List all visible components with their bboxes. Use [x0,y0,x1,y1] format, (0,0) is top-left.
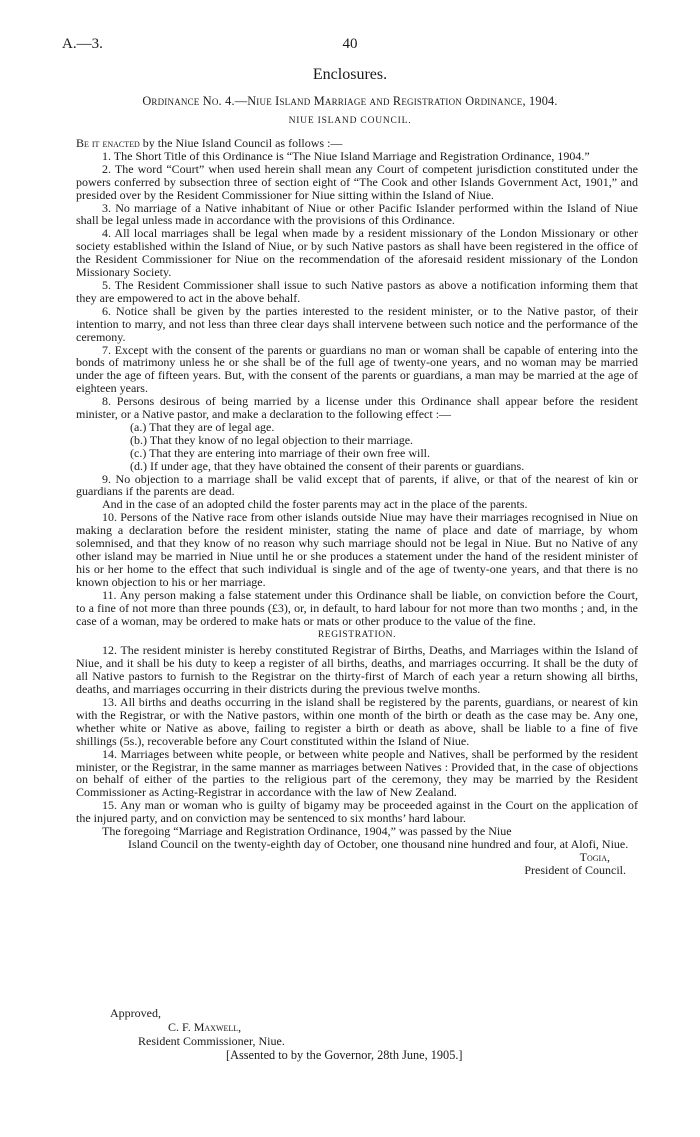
enacting-lead: Be it enacted [76,136,140,150]
section-4: 4. All local marriages shall be legal when made by a resident missionary of the London Missionary or other society established within the Island of Niue, or by such Native pastors as shall have been registered in the office of the Resident Commissioner for Niue on the recommendation of the aforesaid resident missionary of the London Missionary Society. [76,226,638,280]
page-title: Enclosures. [312,66,388,83]
section-12: 12. The resident minister is hereby constituted Registrar of Births, Deaths, and Marriages within the Island of Niue, and it shall be his duty to keep a register of all births, deaths, and marriages occurring. It shall be the duty of all Native pastors to furnish to the Registrar on the thirty-first of March of each year a return showing all births, deaths, and marriages occurring in their districts during the previous twelve months. [76,643,638,697]
approver-role: Resident Commissioner, Niue. [138,1034,285,1048]
ordinance-body [76,137,638,877]
council-heading: NIUE ISLAND COUNCIL. [288,116,412,126]
passing-note-first: The foregoing “Marriage and Registration Ordinance, 1904,” was passed by the Niue [102,824,512,839]
passing-note [76,825,638,851]
approved-label: Approved, [110,1006,161,1020]
section-7: 7. Except with the consent of the parents or guardians no man or woman shall be capable of entering into the bonds of matrimony unless he or she shall be of the full age of twenty-one years, and no woman may be married under the age of fifteen years. But, with the consent of the parents or guardians, a man may be married at the age of eighteen years. [76,342,638,396]
section-10: 10. Persons of the Native race from other islands outside Niue may have their marriages recognised in Niue on making a declaration before the resident minister, stating the name of place and date of marriage, by whom solemnised, and that they know of no reason why such marriage should not be legal in Niue. But no Native of any other island may be married in Niue until he or she produces a statement under the hand of the resident minister of his or her home to the effect that such individual is single and of the age of twenty-one years, and that there is no known objection to his or her marriage. [76,510,638,589]
signatory-title: President of Council. [524,862,626,877]
section-14: 14. Marriages between white people, or between white people and Natives, shall be performed by the resident minister, or the Registrar, in the same manner as marriages between Natives : Provided that, in the case of objections on behalf of either of the parties to the religious part of the ceremony, they may be married by the Resident Commissioner as Acting-Registrar in accordance with the law of New Zealand. [76,746,638,800]
section-6: 6. Notice shall be given by the parties interested to the resident minister, or to the Native pastor, of their intention to marry, and not less than three clear days shall intervene between such notice and the performance of the ceremony. [76,303,638,344]
assent-note: [Assented to by the Governor, 28th June, 1905.] [226,1048,463,1062]
declaration-conditions [76,421,638,473]
condition-b: (b.) That they know of no legal objection to their marriage. [130,432,414,447]
page-number: 40 [342,36,358,52]
approver-name: C. F. Maxwell, [168,1020,242,1034]
section-3: 3. No marriage of a Native inhabitant of Niue or other Pacific Islander performed within the Island of Niue shall be legal unless made in accordance with the provisions of this Ordinance. [76,200,638,228]
section-15: 15. Any man or woman who is guilty of bigamy may be proceeded against in the Court on the application of the injured party, and on conviction may be sentenced to six months’ hard labour. [76,798,638,826]
section-2: 2. The word “Court” when used herein shall mean any Court of competent jurisdiction constituted under the powers conferred by subsection three of section eight of “The Cook and other Islands Government Act, 1901,” and presided over by the Resident Commissioner for Niue sitting within the Island of Niue. [76,161,638,202]
ordinance-title: Ordinance No. 4.—Niue Island Marriage and Registration Ordinance, 1904. [142,94,558,108]
condition-d: (d.) If under age, that they have obtained the consent of their parents or guardians. [130,458,525,473]
section-13: 13. All births and deaths occurring in the island shall be registered by the parents, guardians, or nearest of kin with the Registrar, or with the Native pastors, within one month of the birth or death as the case may be. Any one, whether white or Native as above, failing to register a birth or death as above, shall be liable to a fine of five shillings (5s.), recoverable before any Court constituted within the Island of Niue. [76,694,638,748]
passing-note-rest: Island Council on the twenty-eighth day of October, one thousand nine hundred and four, at Alofi, Niue. [128,836,629,851]
enacting-rest: by the Niue Island Council as follows :— [139,136,343,150]
signatory-name: Togia, [579,849,610,864]
section-11: 11. Any person making a false statement under this Ordinance shall be liable, on conviction before the Court, to a fine of not more than three pounds (£3), or, in default, to hard labour for not more than two months ; and, in the case of a woman, may be ordered to make hats or mats or other produce to the value of the fine. [76,587,638,628]
section-5: 5. The Resident Commissioner shall issue to such Native pastors as above a notification informing them that they are empowered to act in the above behalf. [76,277,638,305]
registration-heading: REGISTRATION. [317,630,397,641]
section-9-adopted: And in the case of an adopted child the foster parents may act in the place of the parents. [102,497,528,512]
condition-a: (a.) That they are of legal age. [130,419,275,434]
condition-c: (c.) That they are entering into marriage of their own free will. [130,445,430,460]
section-8: 8. Persons desirous of being married by a license under this Ordinance shall appear before the resident minister, or a Native pastor, and make a declaration to the following effect :— [76,394,638,422]
document-reference: A.—3. [62,36,103,52]
section-9: 9. No objection to a marriage shall be valid except that of parents, if alive, or that of the nearest of kin or guardians if the parents are dead. [76,471,638,499]
enacting-clause [76,137,638,150]
approval-block [110,1006,285,1048]
section-1: 1. The Short Title of this Ordinance is “The Niue Island Marriage and Registration Ordinance, 1904.” [102,148,590,163]
